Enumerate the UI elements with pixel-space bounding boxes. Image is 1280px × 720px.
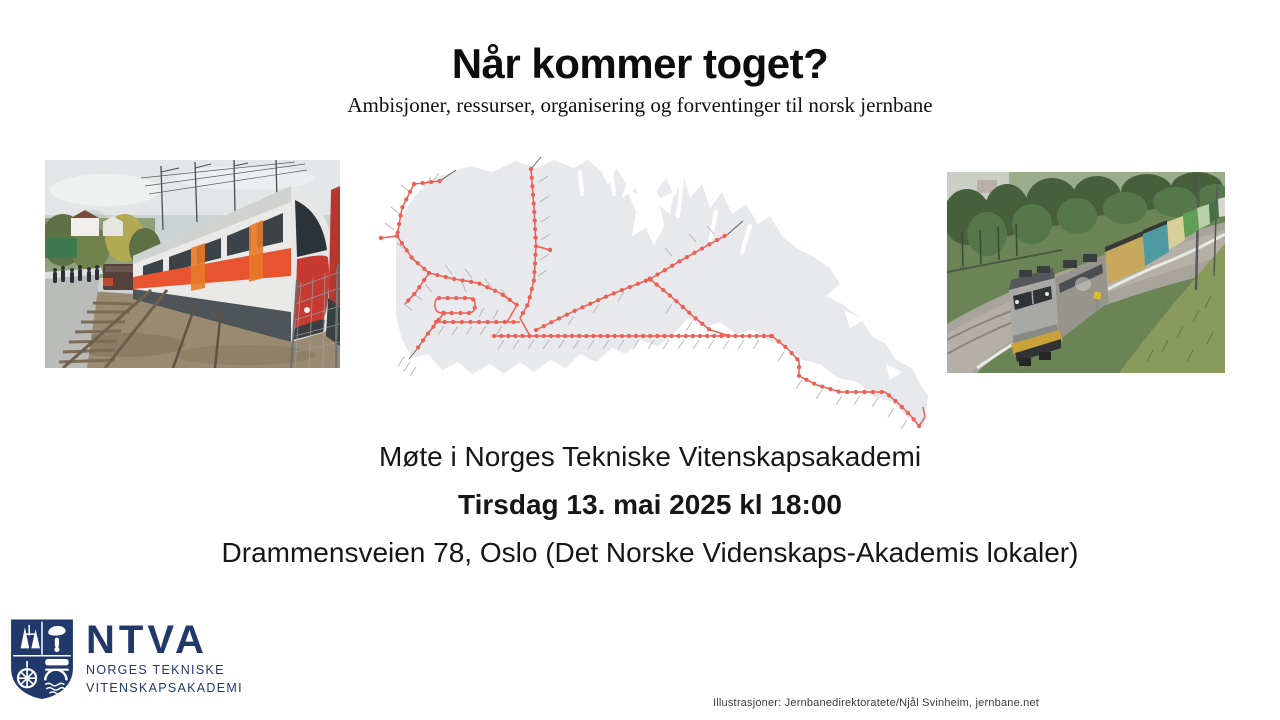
illustration-credit: Illustrasjoner: Jernbanedirektoratete/Njål Svinheim, jernbane.net [713,697,1040,709]
ntva-org-line1: NORGES TEKNISKE [86,663,225,677]
passenger-train-photo [45,160,340,368]
ntva-acronym: NTVA [86,618,208,662]
ntva-org-line2: VITENSKAPSAKADEMI [86,680,243,695]
meeting-datetime: Tirsdag 13. mai 2025 kl 18:00 [458,489,842,520]
meeting-location: Drammensveien 78, Oslo (Det Norske Videnskaps-Akademis lokaler) [221,537,1079,568]
ntva-shield-icon [10,618,74,700]
meeting-title: Møte i Norges Tekniske Vitenskapsakademi [378,441,922,472]
slide-title: Når kommer toget? [451,40,829,87]
slide-subtitle: Ambisjoner, ressurser, organisering og forventinger til norsk jernbane [347,93,933,117]
ntva-logo [10,618,243,700]
railway-network-map-icon [374,152,930,440]
freight-train-photo [947,172,1225,373]
